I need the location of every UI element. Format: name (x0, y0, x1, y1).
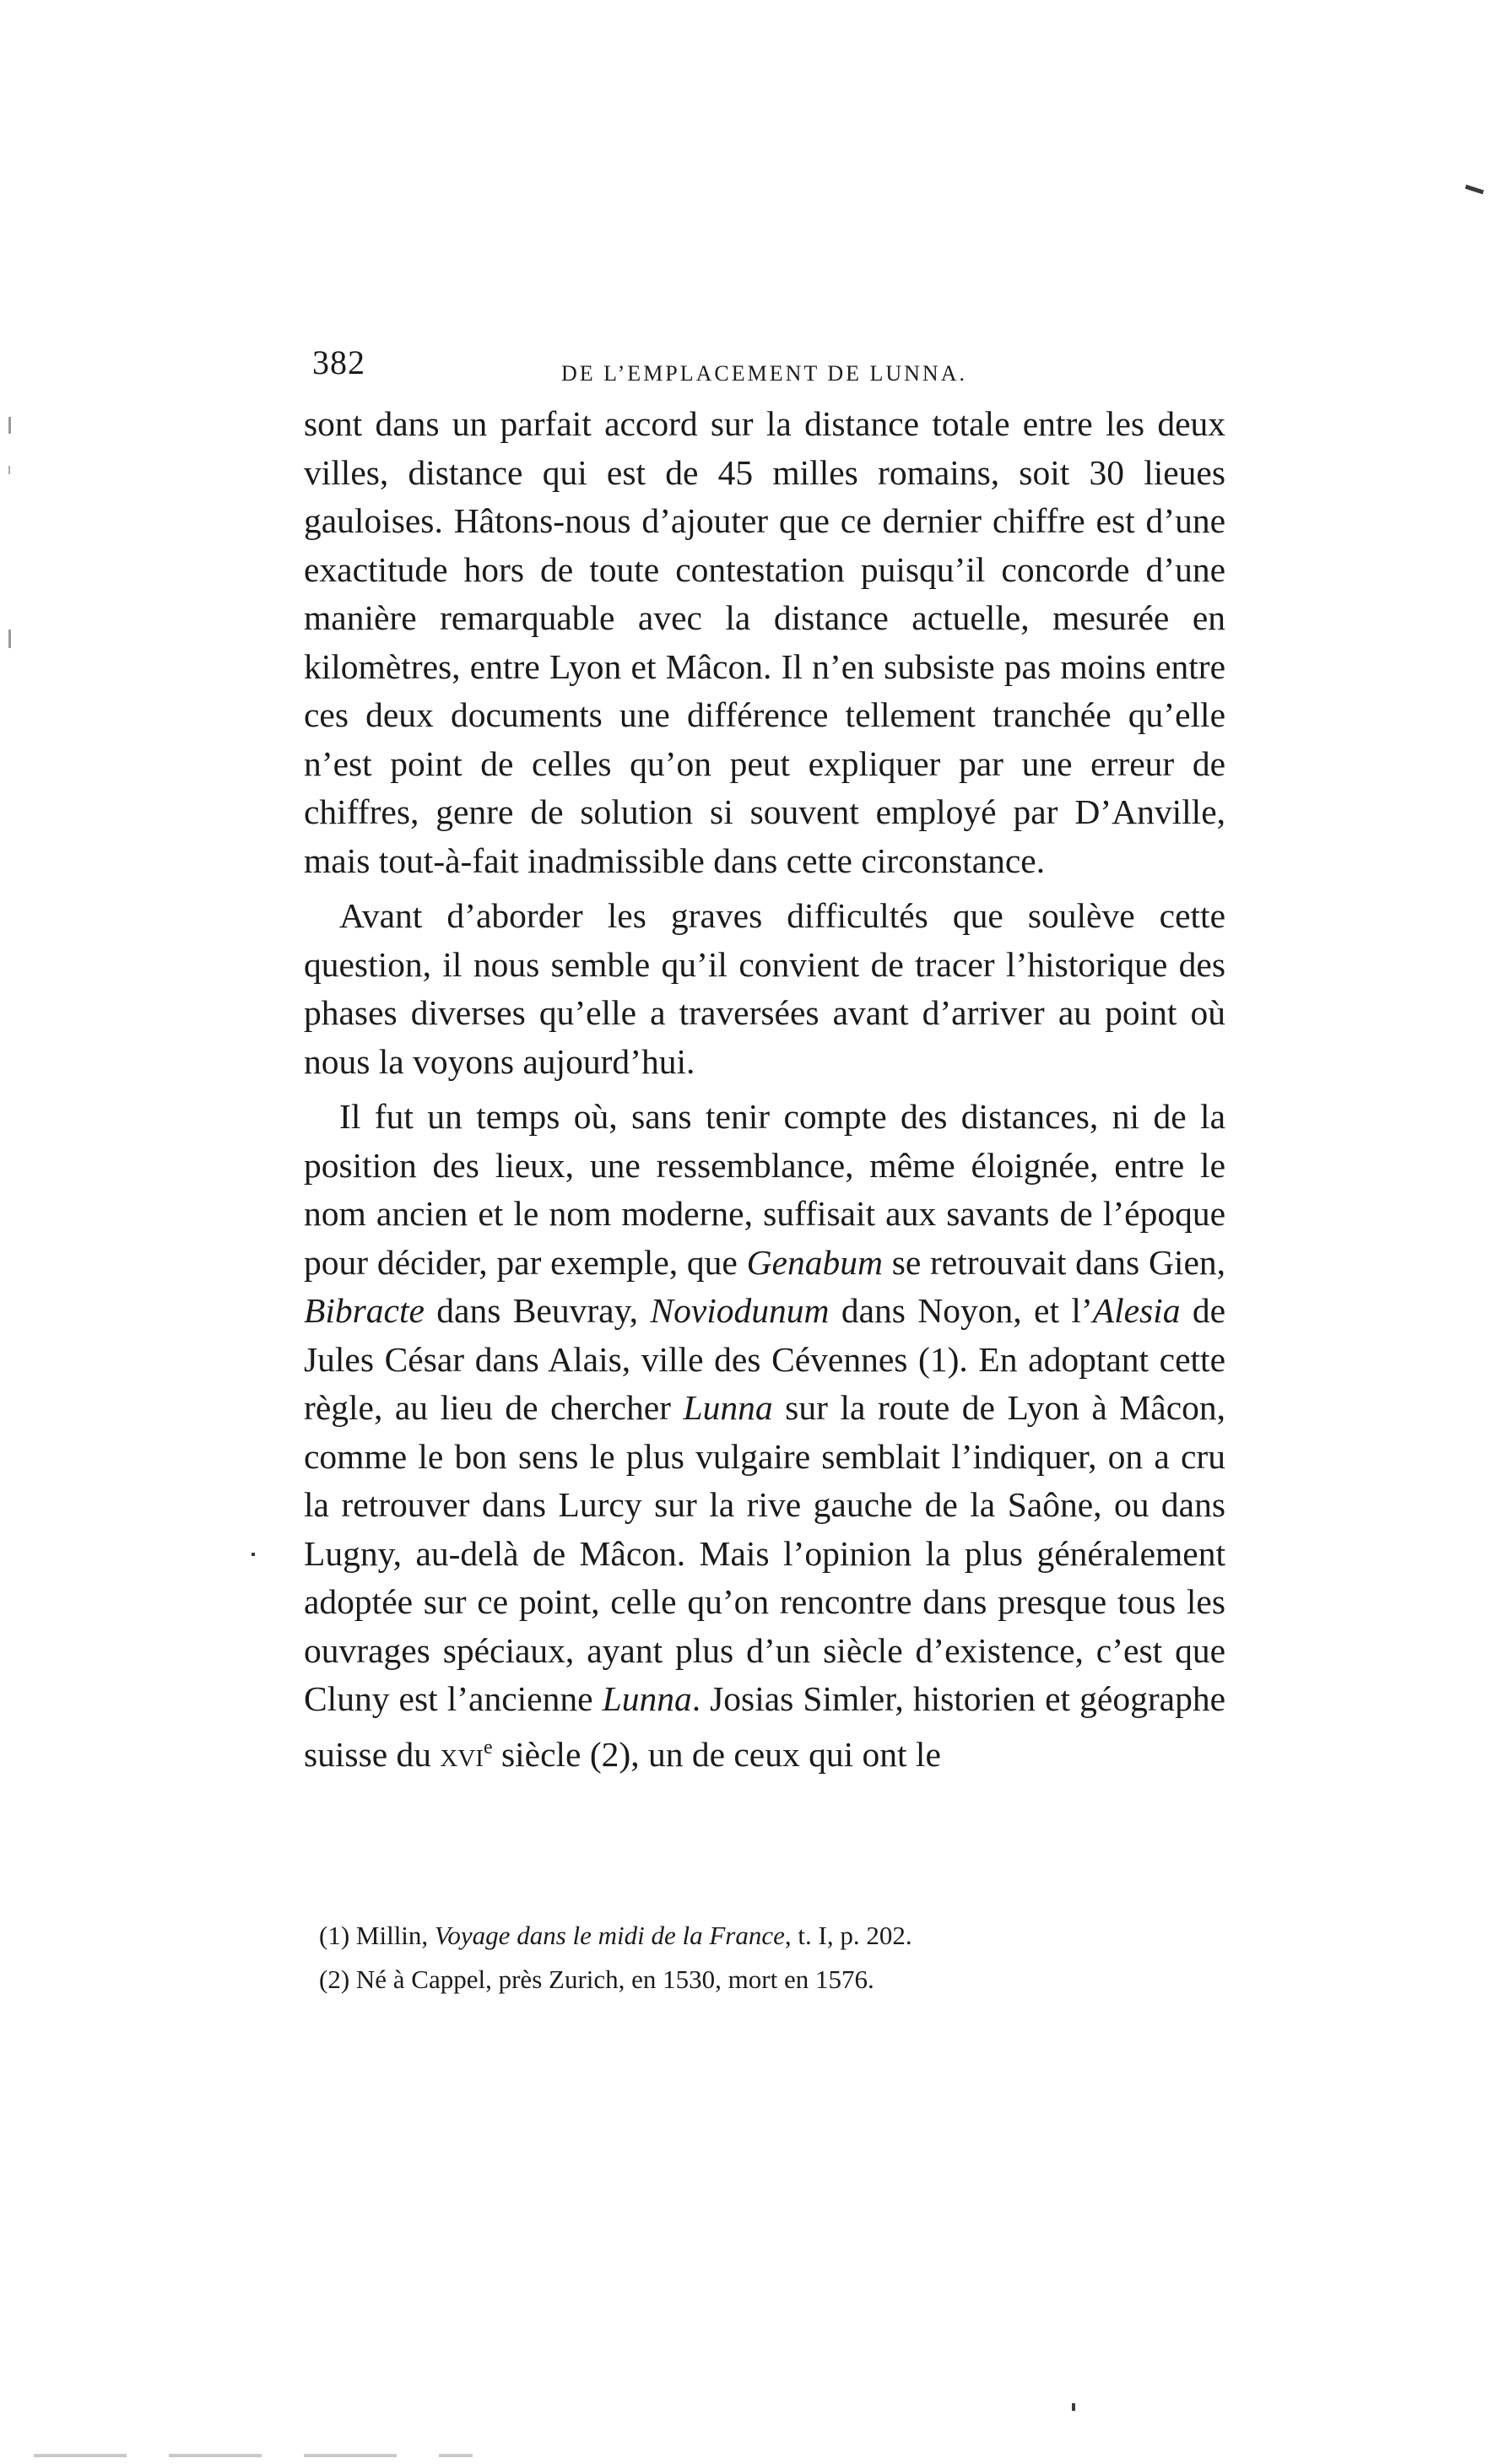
running-title: DE L’EMPLACEMENT DE LUNNA. (561, 361, 967, 386)
body-text (304, 400, 1225, 1779)
italic-bibracte: Bibracte (304, 1291, 425, 1330)
scan-mark-top-right (1465, 185, 1484, 195)
scan-mark-left-1 (8, 417, 11, 434)
running-head (312, 343, 1156, 393)
footnote-1-author: Millin, (355, 1921, 429, 1950)
footnote-2: (2) Né à Cappel, près Zurich, en 1530, mort en 1576. (319, 1964, 874, 1994)
footnote-1-rest: , t. I, p. 202. (784, 1921, 912, 1950)
italic-lunna: Lunna (683, 1388, 773, 1427)
italic-genabum: Genabum (746, 1242, 883, 1282)
p3-text-3: dans Beuvray, (424, 1291, 651, 1330)
italic-lunna-2: Lunna (602, 1679, 692, 1718)
footnotes (319, 1914, 1247, 2002)
scan-mark-left-2 (8, 466, 10, 474)
p3-text-6: sur la route de Lyon à Mâcon, comme le bon sens le plus vulgaire semblait l’indiquer, on a cru la retrouver dans Lurcy sur la rive gauche de la Saône, ou dans Lugny, au-delà de Mâcon. Mais l’opinion la plus généralement adoptée sur ce point, celle qu’on rencontre dans presque tous les ouvrages spéciaux, ayant plus d’un siècle d’existence, c’est que Cluny est l’ancienne (304, 1388, 1225, 1718)
italic-noviodunum: Noviodunum (650, 1291, 830, 1330)
p3-text-1: Il fut un temps où, sans tenir compte des distances, ni de la position des lieux, une ressemblance, même éloignée, entre le nom ancien et le nom moderne, suffisait aux savants de l’époque pour décider, par exemple, que (304, 1097, 1225, 1282)
page-number: 382 (312, 343, 365, 381)
scan-mark-margin-dot (252, 1553, 255, 1556)
p3-text-8: siècle (2), un de ceux qui ont le (492, 1734, 941, 1774)
p3-text-7: . Josias Simler, historien et géographe suisse du (304, 1679, 1225, 1774)
paragraph-3 (304, 1093, 1225, 1779)
footnote-1-title: Voyage dans le midi de la France (434, 1921, 785, 1950)
footnote-1-marker: (1) (319, 1921, 350, 1950)
paragraph-2: Avant d’aborder les graves difficultés que soulève cette question, il nous semble qu’il convient de tracer l’historique des phases diverses qu’elle a traversées avant d’arriver au point où nous la voyons aujourd’hui. (304, 896, 1225, 1081)
century-numeral: xvi (440, 1734, 484, 1774)
footnote-1 (319, 1914, 1247, 1958)
scan-mark-bottom-dot (1072, 2403, 1075, 2411)
paragraph-1: sont dans un parfait accord sur la distance totale entre les deux villes, distance qui est de 45 milles romains, soit 30 lieues gauloises. Hâtons-nous d’ajouter que ce dernier chiffre est d’une exactitude hors de toute contestation puisqu’il concorde d’une manière remarquable avec la distance actuelle, mesurée en kilomètres, entre Lyon et Mâcon. Il n’en subsiste pas moins entre ces deux documents une différence tellement tranchée qu’elle n’est point de celles qu’on peut expliquer par une erreur de chiffres, genre de solution si souvent employé par D’Anville, mais tout-à-fait inadmissible dans cette circonstance. (304, 404, 1225, 880)
scan-mark-left-3 (8, 630, 11, 648)
italic-alesia: Alesia (1092, 1291, 1181, 1330)
century-superscript: e (483, 1736, 493, 1759)
p3-text-5: de Jules César dans Alais, ville des Cévennes (1). En adoptant cette règle, au lieu de chercher (304, 1291, 1226, 1427)
scan-bottom-dashes (34, 2454, 473, 2457)
p3-text-4: dans Noyon, et l’ (829, 1291, 1093, 1330)
p3-text-2: se retrouvait dans Gien, (882, 1242, 1225, 1282)
